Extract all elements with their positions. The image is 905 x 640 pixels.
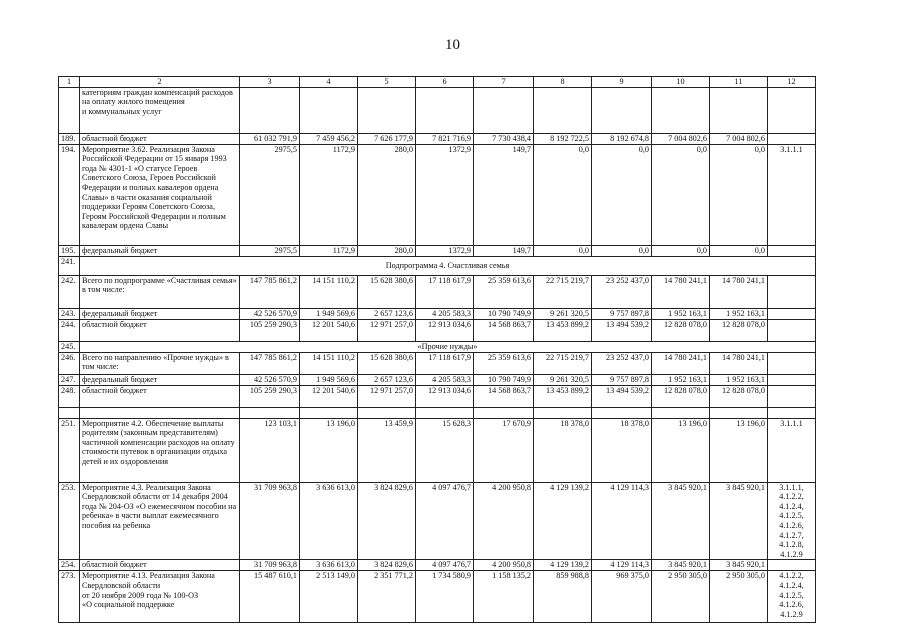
- amount-cell: 14 780 241,1: [652, 352, 710, 374]
- amount-cell: 7 730 438,4: [474, 133, 534, 144]
- column-number-cell: 11: [710, 77, 768, 88]
- column-number-cell: 4: [300, 77, 358, 88]
- amount-cell: 3 636 613,0: [300, 560, 358, 571]
- amount-cell: 7 459 456,2: [300, 133, 358, 144]
- empty-cell: [416, 407, 474, 418]
- section-row: [59, 256, 816, 275]
- row-index-cell: 242.: [59, 275, 80, 308]
- row-description-cell: Мероприятие 3.62. Реализация Закона Российской Федерации от 15 января 1993 года № 4301-1 «О статусе Героев Советского Союза, Героев Российской Федерации и полных кавалеров ордена Славы» в части оказания социальной поддержки Героям Советского Союза, Героям Российской Федерации и полным кавалерам ордена Славы: [80, 144, 240, 245]
- indicator-code-cell: [768, 275, 816, 308]
- amount-cell: 13 453 899,2: [534, 385, 592, 407]
- amount-cell: [240, 87, 300, 133]
- amount-cell: 4 129 139,2: [534, 482, 592, 560]
- amount-cell: [474, 87, 534, 133]
- amount-cell: 15 628 380,6: [358, 352, 416, 374]
- amount-cell: 1 158 135,2: [474, 571, 534, 623]
- row-index-cell: 247.: [59, 374, 80, 385]
- column-number-cell: 3: [240, 77, 300, 88]
- empty-cell: [474, 407, 534, 418]
- amount-cell: [416, 87, 474, 133]
- row-index-cell: 194.: [59, 144, 80, 245]
- amount-cell: 18 378,0: [592, 418, 652, 482]
- amount-cell: 280,0: [358, 245, 416, 256]
- amount-cell: [534, 87, 592, 133]
- column-number-cell: 6: [416, 77, 474, 88]
- section-title-cell: Подпрограмма 4. Счастливая семья: [80, 256, 816, 275]
- column-number-row: [59, 77, 816, 88]
- amount-cell: 13 494 539,2: [592, 319, 652, 341]
- amount-cell: 0,0: [592, 144, 652, 245]
- amount-cell: [592, 87, 652, 133]
- column-number-cell: 5: [358, 77, 416, 88]
- row-index-cell: 254.: [59, 560, 80, 571]
- amount-cell: 4 129 139,2: [534, 560, 592, 571]
- row-index-cell: 248.: [59, 385, 80, 407]
- amount-cell: 14 780 241,1: [710, 352, 768, 374]
- amount-cell: 12 828 078,0: [652, 319, 710, 341]
- amount-cell: 2975,5: [240, 245, 300, 256]
- amount-cell: 15 628 380,6: [358, 275, 416, 308]
- amount-cell: 12 828 078,0: [652, 385, 710, 407]
- column-number-cell: 7: [474, 77, 534, 88]
- amount-cell: 2975,5: [240, 144, 300, 245]
- amount-cell: 1172,9: [300, 144, 358, 245]
- row-index-cell: 273.: [59, 571, 80, 623]
- empty-cell: [592, 407, 652, 418]
- row-description-cell: Мероприятие 4.3. Реализация Закона Свердловской области от 14 декабря 2004 года № 204-ОЗ «О ежемесячном пособии на ребенка» в части выплат ежемесячного пособия на ребенка: [80, 482, 240, 560]
- table-row: [59, 144, 816, 245]
- amount-cell: 0,0: [592, 245, 652, 256]
- empty-cell: [358, 407, 416, 418]
- row-description-cell: Всего по направлению «Прочие нужды» в том числе:: [80, 352, 240, 374]
- table-row: [59, 560, 816, 571]
- row-index-cell: 244.: [59, 319, 80, 341]
- amount-cell: [652, 87, 710, 133]
- amount-cell: 4 205 583,3: [416, 308, 474, 319]
- amount-cell: 31 709 963,8: [240, 482, 300, 560]
- empty-cell: [80, 407, 240, 418]
- section-title-cell: «Прочие нужды»: [80, 341, 816, 352]
- table-row: [59, 87, 816, 133]
- row-description-cell: Мероприятие 4.13. Реализация Закона Свердловской области от 20 ноября 2009 года № 100-ОЗ «О социальной поддержке: [80, 571, 240, 623]
- row-index-cell: 251.: [59, 418, 80, 482]
- amount-cell: 1 949 569,6: [300, 308, 358, 319]
- amount-cell: [300, 87, 358, 133]
- table-row: [59, 275, 816, 308]
- row-index-cell: [59, 87, 80, 133]
- amount-cell: 12 828 078,0: [710, 319, 768, 341]
- row-index-cell: 246.: [59, 352, 80, 374]
- amount-cell: 2 950 305,0: [652, 571, 710, 623]
- amount-cell: 3 636 613,0: [300, 482, 358, 560]
- amount-cell: 4 200 950,8: [474, 482, 534, 560]
- amount-cell: 4 129 114,3: [592, 560, 652, 571]
- amount-cell: 22 715 219,7: [534, 275, 592, 308]
- indicator-code-cell: [768, 385, 816, 407]
- amount-cell: 42 526 570,9: [240, 308, 300, 319]
- amount-cell: 13 196,0: [652, 418, 710, 482]
- table-row: [59, 308, 816, 319]
- amount-cell: 7 004 802,6: [652, 133, 710, 144]
- column-number-cell: 8: [534, 77, 592, 88]
- amount-cell: 1172,9: [300, 245, 358, 256]
- page-number: 10: [445, 37, 460, 53]
- column-number-cell: 1: [59, 77, 80, 88]
- amount-cell: 13 453 899,2: [534, 319, 592, 341]
- empty-cell: [534, 407, 592, 418]
- budget-table: [58, 76, 816, 623]
- amount-cell: 9 261 320,5: [534, 308, 592, 319]
- amount-cell: 25 359 613,6: [474, 275, 534, 308]
- amount-cell: 2 657 123,6: [358, 308, 416, 319]
- row-index-cell: 253.: [59, 482, 80, 560]
- amount-cell: 25 359 613,6: [474, 352, 534, 374]
- amount-cell: 1 949 569,6: [300, 374, 358, 385]
- amount-cell: 13 494 539,2: [592, 385, 652, 407]
- amount-cell: 105 259 290,3: [240, 319, 300, 341]
- row-description-cell: федеральный бюджет: [80, 308, 240, 319]
- table-row: [59, 245, 816, 256]
- amount-cell: 147 785 861,2: [240, 275, 300, 308]
- table-row: [59, 571, 816, 623]
- amount-cell: 14 568 863,7: [474, 385, 534, 407]
- amount-cell: 42 526 570,9: [240, 374, 300, 385]
- amount-cell: 4 129 114,3: [592, 482, 652, 560]
- amount-cell: 14 780 241,1: [710, 275, 768, 308]
- row-description-cell: Мероприятие 4.2. Обеспечение выплаты родителям (законным представителям) частичной компенсации расходов на оплату стоимости путевок в организации отдыха детей и их оздоровления: [80, 418, 240, 482]
- amount-cell: 0,0: [534, 245, 592, 256]
- column-number-cell: 2: [80, 77, 240, 88]
- amount-cell: 1 734 580,9: [416, 571, 474, 623]
- amount-cell: 12 201 540,6: [300, 319, 358, 341]
- indicator-code-cell: 3.1.1.1, 4.1.2.2, 4.1.2.4, 4.1.2.5, 4.1.2.6, 4.1.2.7, 4.1.2.8, 4.1.2.9: [768, 482, 816, 560]
- amount-cell: [710, 87, 768, 133]
- amount-cell: 9 261 320,5: [534, 374, 592, 385]
- amount-cell: 14 151 110,2: [300, 352, 358, 374]
- amount-cell: 12 913 034,6: [416, 385, 474, 407]
- amount-cell: 0,0: [652, 245, 710, 256]
- amount-cell: 15 628,3: [416, 418, 474, 482]
- amount-cell: 0,0: [652, 144, 710, 245]
- indicator-code-cell: [768, 87, 816, 133]
- indicator-code-cell: 3.1.1.1: [768, 418, 816, 482]
- amount-cell: 0,0: [534, 144, 592, 245]
- column-number-cell: 10: [652, 77, 710, 88]
- amount-cell: 23 252 437,0: [592, 275, 652, 308]
- amount-cell: 1 952 163,1: [652, 374, 710, 385]
- amount-cell: 17 670,9: [474, 418, 534, 482]
- amount-cell: 1 952 163,1: [710, 374, 768, 385]
- indicator-code-cell: [768, 352, 816, 374]
- amount-cell: 9 757 897,8: [592, 374, 652, 385]
- row-description-cell: областной бюджет: [80, 133, 240, 144]
- amount-cell: 12 971 257,0: [358, 385, 416, 407]
- amount-cell: 3 845 920,1: [652, 482, 710, 560]
- amount-cell: 1 952 163,1: [710, 308, 768, 319]
- amount-cell: 1 952 163,1: [652, 308, 710, 319]
- amount-cell: 1372,9: [416, 144, 474, 245]
- section-row: [59, 341, 816, 352]
- amount-cell: 3 824 829,6: [358, 482, 416, 560]
- amount-cell: 10 790 749,9: [474, 308, 534, 319]
- amount-cell: 13 459,9: [358, 418, 416, 482]
- amount-cell: 15 487 610,1: [240, 571, 300, 623]
- amount-cell: 7 821 716,9: [416, 133, 474, 144]
- table-row: [59, 482, 816, 560]
- amount-cell: 3 845 920,1: [710, 482, 768, 560]
- amount-cell: 859 988,8: [534, 571, 592, 623]
- empty-cell: [768, 407, 816, 418]
- amount-cell: 8 192 674,8: [592, 133, 652, 144]
- amount-cell: 12 971 257,0: [358, 319, 416, 341]
- amount-cell: 31 709 963,8: [240, 560, 300, 571]
- amount-cell: 3 845 920,1: [652, 560, 710, 571]
- row-index-cell: 245.: [59, 341, 80, 352]
- empty-cell: [240, 407, 300, 418]
- amount-cell: 18 378,0: [534, 418, 592, 482]
- row-description-cell: федеральный бюджет: [80, 374, 240, 385]
- amount-cell: 7 004 802,6: [710, 133, 768, 144]
- empty-cell: [652, 407, 710, 418]
- row-description-cell: Всего по подпрограмме «Счастливая семья» в том числе:: [80, 275, 240, 308]
- indicator-code-cell: [768, 245, 816, 256]
- amount-cell: 149,7: [474, 144, 534, 245]
- amount-cell: 2 513 149,0: [300, 571, 358, 623]
- table-row: [59, 374, 816, 385]
- row-description-cell: областной бюджет: [80, 385, 240, 407]
- column-number-cell: 9: [592, 77, 652, 88]
- empty-cell: [710, 407, 768, 418]
- row-description-cell: категориям граждан компенсаций расходов на оплату жилого помещения и коммунальных услуг: [80, 87, 240, 133]
- amount-cell: 14 780 241,1: [652, 275, 710, 308]
- amount-cell: 3 824 829,6: [358, 560, 416, 571]
- indicator-code-cell: [768, 319, 816, 341]
- amount-cell: 0,0: [710, 245, 768, 256]
- amount-cell: 14 568 863,7: [474, 319, 534, 341]
- amount-cell: 8 192 722,5: [534, 133, 592, 144]
- amount-cell: 13 196,0: [300, 418, 358, 482]
- amount-cell: 147 785 861,2: [240, 352, 300, 374]
- amount-cell: 7 626 177,9: [358, 133, 416, 144]
- amount-cell: 12 201 540,6: [300, 385, 358, 407]
- amount-cell: 280,0: [358, 144, 416, 245]
- indicator-code-cell: 3.1.1.1: [768, 144, 816, 245]
- amount-cell: 0,0: [710, 144, 768, 245]
- amount-cell: [358, 87, 416, 133]
- row-description-cell: областной бюджет: [80, 319, 240, 341]
- amount-cell: 17 118 617,9: [416, 352, 474, 374]
- indicator-code-cell: [768, 374, 816, 385]
- amount-cell: 2 351 771,2: [358, 571, 416, 623]
- amount-cell: 149,7: [474, 245, 534, 256]
- amount-cell: 969 375,0: [592, 571, 652, 623]
- row-description-cell: областной бюджет: [80, 560, 240, 571]
- amount-cell: 2 657 123,6: [358, 374, 416, 385]
- amount-cell: 4 097 476,7: [416, 560, 474, 571]
- amount-cell: 22 715 219,7: [534, 352, 592, 374]
- amount-cell: 4 200 950,8: [474, 560, 534, 571]
- table-row: [59, 133, 816, 144]
- empty-cell: [59, 407, 80, 418]
- row-index-cell: 189.: [59, 133, 80, 144]
- amount-cell: 13 196,0: [710, 418, 768, 482]
- column-number-cell: 12: [768, 77, 816, 88]
- indicator-code-cell: [768, 560, 816, 571]
- amount-cell: 2 950 305,0: [710, 571, 768, 623]
- amount-cell: 23 252 437,0: [592, 352, 652, 374]
- amount-cell: 61 032 791,9: [240, 133, 300, 144]
- amount-cell: 17 118 617,9: [416, 275, 474, 308]
- amount-cell: 4 205 583,3: [416, 374, 474, 385]
- amount-cell: 1372,9: [416, 245, 474, 256]
- amount-cell: 123 103,1: [240, 418, 300, 482]
- indicator-code-cell: [768, 133, 816, 144]
- amount-cell: 12 828 078,0: [710, 385, 768, 407]
- amount-cell: 12 913 034,6: [416, 319, 474, 341]
- indicator-code-cell: 4.1.2.2, 4.1.2.4, 4.1.2.5, 4.1.2.6, 4.1.2.9: [768, 571, 816, 623]
- table-row: [59, 418, 816, 482]
- amount-cell: 3 845 920,1: [710, 560, 768, 571]
- indicator-code-cell: [768, 308, 816, 319]
- amount-cell: 105 259 290,3: [240, 385, 300, 407]
- row-description-cell: федеральный бюджет: [80, 245, 240, 256]
- table-row: [59, 352, 816, 374]
- table-row: [59, 319, 816, 341]
- amount-cell: 9 757 897,8: [592, 308, 652, 319]
- row-index-cell: 243.: [59, 308, 80, 319]
- spacer-row: [59, 407, 816, 418]
- amount-cell: 14 151 110,2: [300, 275, 358, 308]
- empty-cell: [300, 407, 358, 418]
- amount-cell: 4 097 476,7: [416, 482, 474, 560]
- row-index-cell: 195.: [59, 245, 80, 256]
- amount-cell: 10 790 749,9: [474, 374, 534, 385]
- row-index-cell: 241.: [59, 256, 80, 275]
- table-row: [59, 385, 816, 407]
